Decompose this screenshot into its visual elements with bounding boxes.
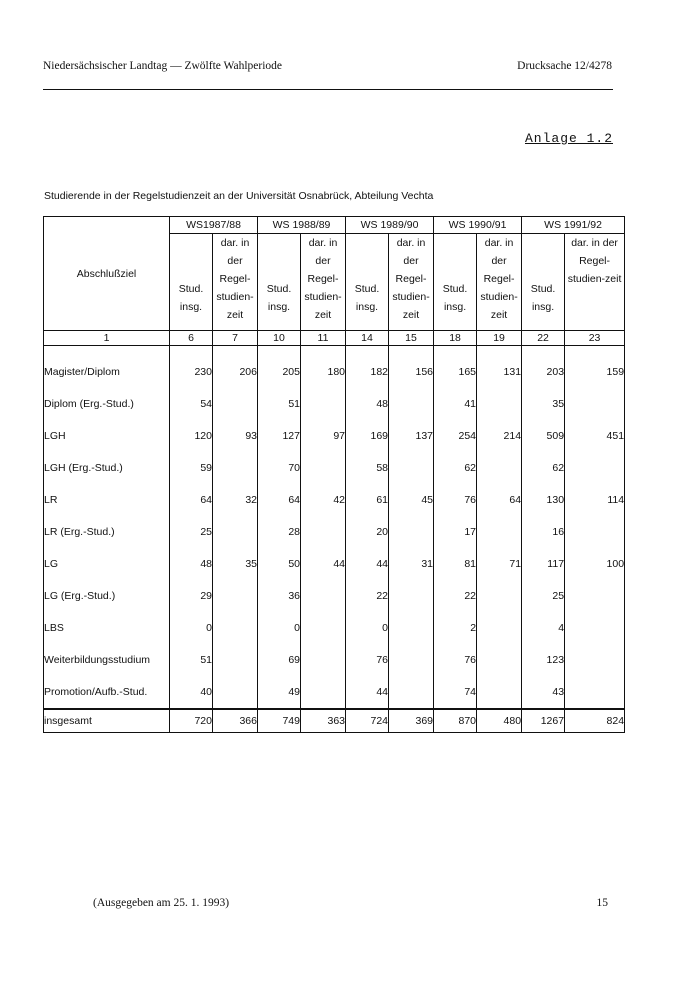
total-row xyxy=(44,709,625,733)
table-cell: 97 xyxy=(301,420,346,452)
table-cell xyxy=(389,644,434,676)
semester-header: WS 1990/91 xyxy=(434,217,522,234)
table-cell: 35 xyxy=(522,388,565,420)
table-cell: 28 xyxy=(258,516,301,548)
table-row xyxy=(44,356,625,388)
row-label: LGH xyxy=(44,420,170,452)
table-row xyxy=(44,484,625,516)
row-label: LR xyxy=(44,484,170,516)
table-cell xyxy=(213,580,258,612)
column-number: 11 xyxy=(301,331,346,346)
sub-header-total: Stud. insg. xyxy=(346,234,389,331)
table-cell xyxy=(389,580,434,612)
column-number: 15 xyxy=(389,331,434,346)
table-cell: 4 xyxy=(522,612,565,644)
table-cell: 114 xyxy=(565,484,625,516)
table-cell xyxy=(477,676,522,709)
total-cell: 870 xyxy=(434,709,477,733)
sub-header-total: Stud. insg. xyxy=(258,234,301,331)
table-cell: 17 xyxy=(434,516,477,548)
table-cell: 41 xyxy=(434,388,477,420)
table-cell xyxy=(477,612,522,644)
table-cell: 165 xyxy=(434,356,477,388)
semester-header: WS1987/88 xyxy=(170,217,258,234)
table-cell: 2 xyxy=(434,612,477,644)
page-number: 15 xyxy=(596,897,608,909)
table-cell: 214 xyxy=(477,420,522,452)
table-cell: 182 xyxy=(346,356,389,388)
table-cell xyxy=(477,644,522,676)
semester-header: WS 1989/90 xyxy=(346,217,434,234)
table-cell: 169 xyxy=(346,420,389,452)
semester-header: WS 1988/89 xyxy=(258,217,346,234)
table-cell: 203 xyxy=(522,356,565,388)
table-cell xyxy=(389,452,434,484)
table-row xyxy=(44,580,625,612)
total-cell: 366 xyxy=(213,709,258,733)
table-cell: 58 xyxy=(346,452,389,484)
column-number: 1 xyxy=(44,331,170,346)
table-cell: 44 xyxy=(301,548,346,580)
table-cell: 76 xyxy=(346,644,389,676)
semester-header-row xyxy=(44,217,625,234)
document-number: Drucksache 12/4278 xyxy=(517,60,612,72)
table-cell: 131 xyxy=(477,356,522,388)
table-cell xyxy=(477,388,522,420)
table-cell: 0 xyxy=(170,612,213,644)
header-divider xyxy=(43,89,613,90)
row-label: LR (Erg.-Stud.) xyxy=(44,516,170,548)
table-cell: 137 xyxy=(389,420,434,452)
table-cell: 35 xyxy=(213,548,258,580)
table-cell: 43 xyxy=(522,676,565,709)
table-cell: 130 xyxy=(522,484,565,516)
semester-header: WS 1991/92 xyxy=(522,217,625,234)
total-cell: 724 xyxy=(346,709,389,733)
table-cell xyxy=(389,676,434,709)
table-cell xyxy=(389,516,434,548)
table-cell xyxy=(301,516,346,548)
table-cell: 62 xyxy=(434,452,477,484)
table-cell xyxy=(301,676,346,709)
table-cell: 127 xyxy=(258,420,301,452)
table-cell: 159 xyxy=(565,356,625,388)
table-cell: 120 xyxy=(170,420,213,452)
row-label: LG (Erg.-Stud.) xyxy=(44,580,170,612)
table-cell xyxy=(565,516,625,548)
table-cell: 51 xyxy=(170,644,213,676)
table-cell: 180 xyxy=(301,356,346,388)
table-cell: 509 xyxy=(522,420,565,452)
table-cell: 36 xyxy=(258,580,301,612)
table-cell xyxy=(213,612,258,644)
column-number: 23 xyxy=(565,331,625,346)
table-cell: 22 xyxy=(346,580,389,612)
table-cell xyxy=(565,676,625,709)
table-cell xyxy=(565,452,625,484)
table-cell: 62 xyxy=(522,452,565,484)
sub-header-total: Stud. insg. xyxy=(434,234,477,331)
annex-label: Anlage 1.2 xyxy=(524,131,613,146)
table-row xyxy=(44,452,625,484)
table-cell: 0 xyxy=(346,612,389,644)
row-label: Diplom (Erg.-Stud.) xyxy=(44,388,170,420)
column-number: 14 xyxy=(346,331,389,346)
table-cell: 71 xyxy=(477,548,522,580)
label-column-header: Abschlußziel xyxy=(44,217,170,331)
table-cell: 50 xyxy=(258,548,301,580)
table-cell: 76 xyxy=(434,644,477,676)
table-cell: 0 xyxy=(258,612,301,644)
table-cell: 76 xyxy=(434,484,477,516)
row-label: LG xyxy=(44,548,170,580)
table-row xyxy=(44,420,625,452)
sub-header-regular: dar. in der Regel-studien-zeit xyxy=(389,234,434,331)
table-cell xyxy=(565,388,625,420)
row-label: Weiterbildungsstudium xyxy=(44,644,170,676)
sub-header-regular: dar. in der Regel-studien-zeit xyxy=(565,234,625,331)
table-cell: 25 xyxy=(522,580,565,612)
table-cell: 51 xyxy=(258,388,301,420)
table-cell: 451 xyxy=(565,420,625,452)
row-label: Magister/Diplom xyxy=(44,356,170,388)
table-cell xyxy=(565,612,625,644)
table-cell: 123 xyxy=(522,644,565,676)
issue-date: (Ausgegeben am 25. 1. 1993) xyxy=(93,897,230,909)
sub-header-total: Stud. insg. xyxy=(522,234,565,331)
table-header xyxy=(44,217,625,346)
header-title: Niedersächsischer Landtag — Zwölfte Wahlperiode xyxy=(43,60,282,72)
table-cell: 22 xyxy=(434,580,477,612)
table-cell: 20 xyxy=(346,516,389,548)
table-cell xyxy=(301,388,346,420)
row-label: LGH (Erg.-Stud.) xyxy=(44,452,170,484)
table-row xyxy=(44,516,625,548)
table-cell: 48 xyxy=(346,388,389,420)
table-cell: 100 xyxy=(565,548,625,580)
column-number: 22 xyxy=(522,331,565,346)
table-cell xyxy=(477,580,522,612)
table-cell: 230 xyxy=(170,356,213,388)
table-cell: 31 xyxy=(389,548,434,580)
table-cell xyxy=(213,676,258,709)
table-row xyxy=(44,676,625,709)
table-cell xyxy=(301,580,346,612)
table-cell xyxy=(477,516,522,548)
table-cell: 117 xyxy=(522,548,565,580)
table-cell xyxy=(389,612,434,644)
table-cell xyxy=(213,644,258,676)
table-cell: 93 xyxy=(213,420,258,452)
students-table xyxy=(43,216,625,733)
table-body xyxy=(44,346,625,733)
table-cell xyxy=(477,452,522,484)
table-cell: 42 xyxy=(301,484,346,516)
table-cell xyxy=(213,452,258,484)
table-cell: 45 xyxy=(389,484,434,516)
table-cell xyxy=(565,644,625,676)
table-cell: 156 xyxy=(389,356,434,388)
table-cell: 49 xyxy=(258,676,301,709)
total-cell: 720 xyxy=(170,709,213,733)
table-cell: 44 xyxy=(346,548,389,580)
total-cell: 369 xyxy=(389,709,434,733)
table-cell: 74 xyxy=(434,676,477,709)
sub-header-regular: dar. in der Regel-studien-zeit xyxy=(477,234,522,331)
table-title: Studierende in der Regelstudienzeit an der Universität Osnabrück, Abteilung Vechta xyxy=(44,190,434,202)
table-cell: 64 xyxy=(258,484,301,516)
table-cell: 206 xyxy=(213,356,258,388)
table-cell xyxy=(213,388,258,420)
row-label: LBS xyxy=(44,612,170,644)
total-cell: 824 xyxy=(565,709,625,733)
sub-header-total: Stud. insg. xyxy=(170,234,213,331)
table-cell: 64 xyxy=(477,484,522,516)
total-cell: 749 xyxy=(258,709,301,733)
table-row xyxy=(44,388,625,420)
row-label: Promotion/Aufb.-Stud. xyxy=(44,676,170,709)
table-cell: 29 xyxy=(170,580,213,612)
table-cell: 32 xyxy=(213,484,258,516)
column-number: 6 xyxy=(170,331,213,346)
table-cell xyxy=(301,452,346,484)
total-cell: 1267 xyxy=(522,709,565,733)
table-cell xyxy=(301,612,346,644)
total-label: insgesamt xyxy=(44,709,170,733)
table-cell: 16 xyxy=(522,516,565,548)
table-cell: 61 xyxy=(346,484,389,516)
table-row xyxy=(44,612,625,644)
column-number: 19 xyxy=(477,331,522,346)
table-cell xyxy=(213,516,258,548)
total-cell: 480 xyxy=(477,709,522,733)
table-cell: 254 xyxy=(434,420,477,452)
table-cell: 40 xyxy=(170,676,213,709)
table-cell: 59 xyxy=(170,452,213,484)
table-cell: 205 xyxy=(258,356,301,388)
table-cell: 44 xyxy=(346,676,389,709)
table-cell xyxy=(301,644,346,676)
table-row xyxy=(44,548,625,580)
column-number-row xyxy=(44,331,625,346)
table-cell: 48 xyxy=(170,548,213,580)
sub-header-regular: dar. in der Regel-studien-zeit xyxy=(301,234,346,331)
table-cell xyxy=(389,388,434,420)
table-cell: 64 xyxy=(170,484,213,516)
table-cell: 69 xyxy=(258,644,301,676)
column-number: 10 xyxy=(258,331,301,346)
table-cell: 25 xyxy=(170,516,213,548)
column-number: 18 xyxy=(434,331,477,346)
sub-header-regular: dar. in der Regel-studien-zeit xyxy=(213,234,258,331)
table-row xyxy=(44,644,625,676)
table-cell xyxy=(565,580,625,612)
total-cell: 363 xyxy=(301,709,346,733)
table-cell: 70 xyxy=(258,452,301,484)
column-number: 7 xyxy=(213,331,258,346)
table-cell: 81 xyxy=(434,548,477,580)
table-cell: 54 xyxy=(170,388,213,420)
